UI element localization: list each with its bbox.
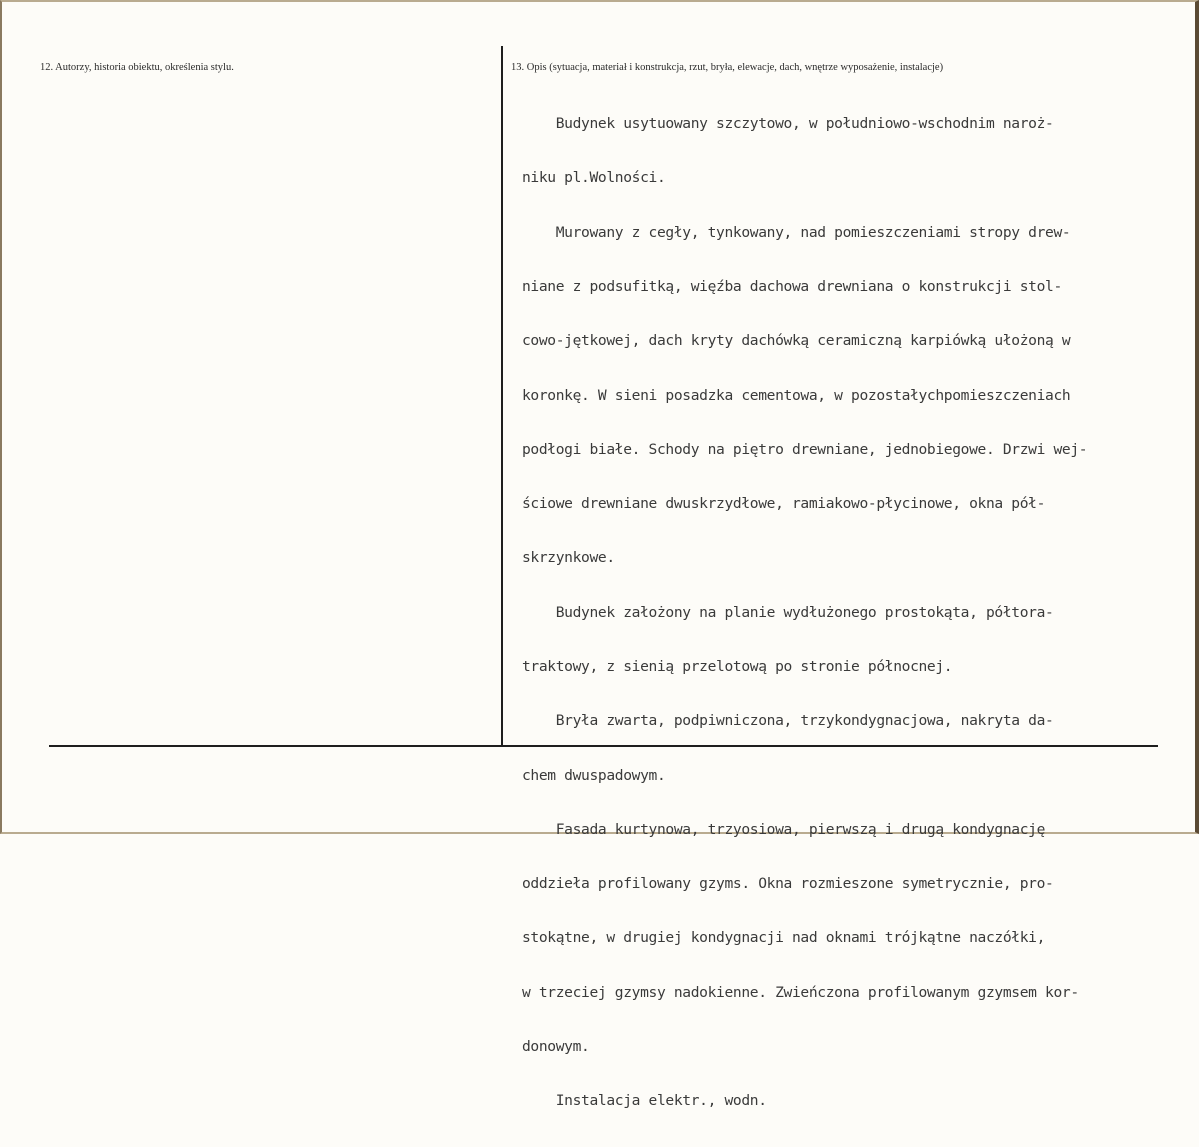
description-line: Fasada kurtynowa, trzyosiowa, pierwszą i drugą kondygnację	[522, 820, 1046, 838]
description-line: Budynek usytuowany szczytowo, w południowo-wschodnim naroż-	[522, 115, 1054, 133]
description-line: koronkę. W sieni posadzka cementowa, w pozostałychpomieszczeniach	[522, 386, 1071, 404]
description-line: ściowe drewniane dwuskrzydłowe, ramiakowo-płycinowe, okna pół-	[522, 495, 1046, 513]
field-12-label: 12. Autorzy, historia obiektu, określenia stylu.	[40, 62, 234, 73]
description-line: Budynek założony na planie wydłużonego prostokąta, półtora-	[522, 603, 1054, 621]
column-divider	[501, 46, 503, 746]
description-line: niane z podsufitką, więźba dachowa drewniana o konstrukcji stol-	[522, 278, 1062, 296]
description-text	[522, 79, 1162, 1147]
field-13-label: 13. Opis (sytuacja, materiał i konstrukcja, rzut, bryła, elewacje, dach, wnętrze wyposażenie, instalacje)	[511, 62, 944, 73]
description-line: Bryła zwarta, podpiwniczona, trzykondygnacjowa, nakryta da-	[522, 712, 1054, 730]
description-line: cowo-jętkowej, dach kryty dachówką ceramiczną karpiówką ułożoną w	[522, 332, 1071, 350]
description-line: Instalacja elektr., wodn.	[522, 1092, 767, 1110]
description-line: donowym.	[522, 1037, 590, 1055]
description-line: Murowany z cegły, tynkowany, nad pomieszczeniami stropy drew-	[522, 223, 1071, 241]
description-line: stokątne, w drugiej kondygnacji nad oknami trójkątne naczółki,	[522, 929, 1046, 947]
description-line: w trzeciej gzymsy nadokienne. Zwieńczona profilowanym gzymsem kor-	[522, 983, 1079, 1001]
description-line: niku pl.Wolności.	[522, 169, 666, 187]
description-line: oddzieła profilowany gzyms. Okna rozmieszone symetrycznie, pro-	[522, 875, 1054, 893]
description-line: skrzynkowe.	[522, 549, 615, 567]
description-line: traktowy, z sienią przelotową po stronie północnej.	[522, 658, 953, 675]
description-line: podłogi białe. Schody na piętro drewniane, jednobiegowe. Drzwi wej-	[522, 440, 1088, 458]
description-line: chem dwuspadowym.	[522, 766, 666, 784]
